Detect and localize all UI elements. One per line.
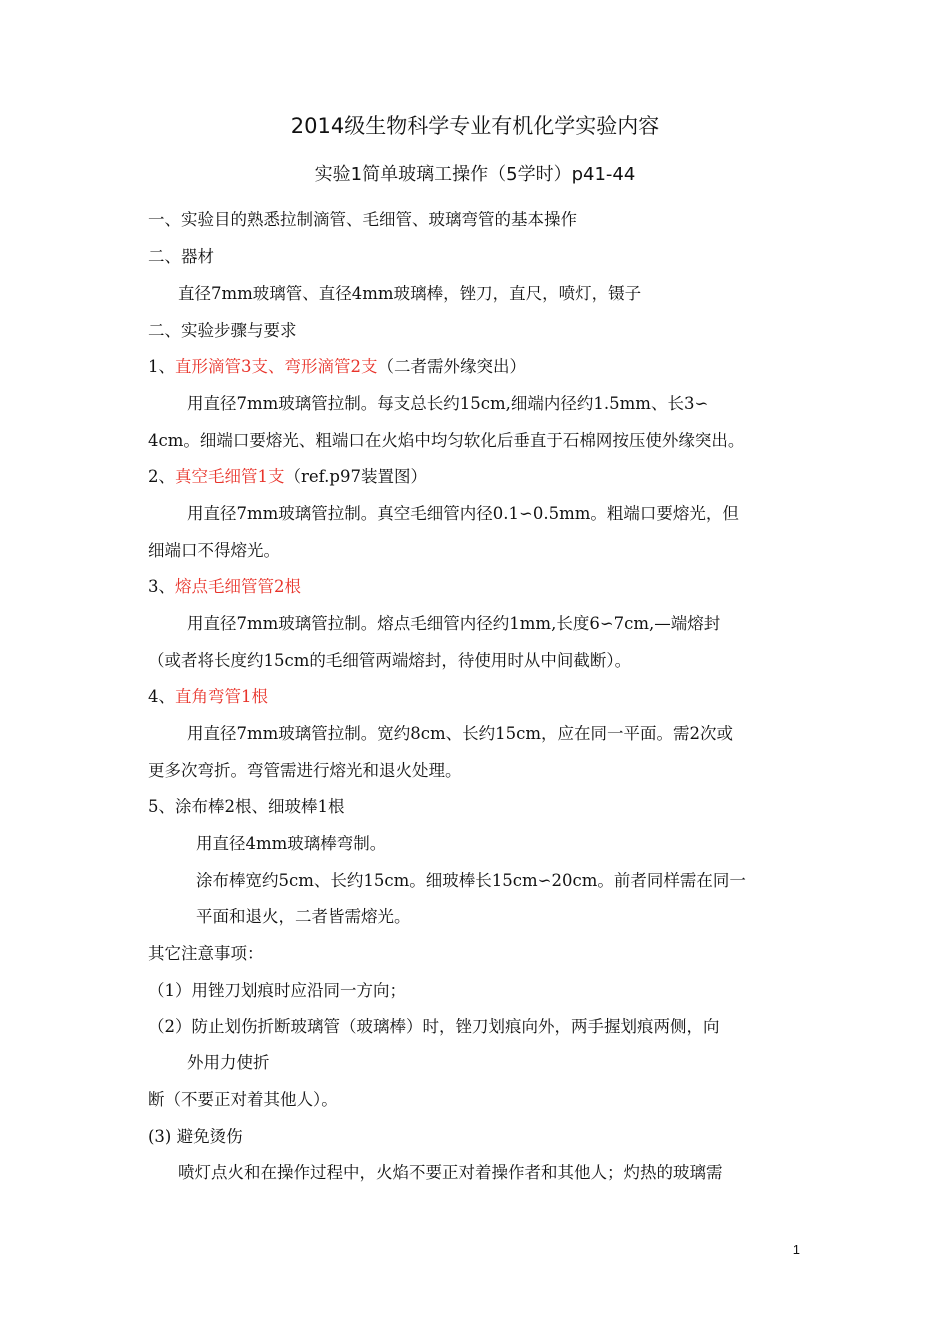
- item-1-number: 1、: [148, 357, 175, 376]
- item-4-highlight: 直角弯管1根: [175, 687, 268, 706]
- item-5-text-line-2: 涂布棒宽约5cm、长约15cm。细玻棒长15cm∽20cm。前者同样需在同一: [196, 871, 746, 890]
- item-4-text-line-1: 用直径7mm玻璃管拉制。宽约8cm、长约15cm，应在同一平面。需2次或: [187, 724, 734, 743]
- item-2-text-line-1: 用直径7mm玻璃管拉制。真空毛细管内径0.1∽0.5mm。粗端口要熔光，但: [187, 504, 739, 523]
- note-2-line-2: 外用力使折: [187, 1053, 270, 1072]
- item-2-highlight: 真空毛细管1支: [175, 467, 285, 486]
- section-objective: 一、实验目的熟悉拉制滴管、毛细管、玻璃弯管的基本操作: [148, 210, 577, 229]
- item-3-highlight: 熔点毛细管管2根: [175, 577, 301, 596]
- note-2-line-1: （2）防止划伤折断玻璃管（玻璃棒）时，锉刀划痕向外，两手握划痕两侧，向: [148, 1017, 720, 1036]
- section-materials-heading: 二、器材: [148, 247, 214, 266]
- section-materials-text: 直径7mm玻璃管、直径4mm玻璃棒，锉刀，直尺，喷灯，镊子: [178, 284, 642, 303]
- page-number: 1: [792, 1242, 800, 1257]
- item-1-text-line-2: 4cm。细端口要熔光、粗端口在火焰中均匀软化后垂直于石棉网按压使外缘突出。: [148, 431, 745, 450]
- item-3-text-line-2: （或者将长度约15cm的毛细管两端熔封，待使用时从中间截断）。: [148, 651, 632, 670]
- item-3-text-line-1: 用直径7mm玻璃管拉制。熔点毛细管内径约1mm,长度6∽7cm,—端熔封: [187, 614, 721, 633]
- note-1: （1）用锉刀划痕时应沿同一方向；: [148, 981, 406, 1000]
- item-5-text-line-3: 平面和退火，二者皆需熔光。: [196, 907, 411, 926]
- item-3-heading: [148, 576, 301, 598]
- item-1-note: （二者需外缘突出）: [377, 357, 526, 376]
- experiment-title: 实验1简单玻璃工操作（5学时）p41-44: [314, 164, 636, 185]
- document-title: 2014级生物科学专业有机化学实验内容: [290, 114, 660, 138]
- item-3-number: 3、: [148, 577, 175, 596]
- section-steps-heading: 二、实验步骤与要求: [148, 321, 297, 340]
- item-1-heading: [148, 356, 526, 378]
- notes-heading: 其它注意事项：: [148, 944, 264, 963]
- item-4-heading: [148, 686, 268, 708]
- item-1-highlight: 直形滴管3支、弯形滴管2支: [175, 357, 378, 376]
- note-2-line-3: 断（不要正对着其他人）。: [148, 1090, 338, 1109]
- item-2-text-line-2: 细端口不得熔光。: [148, 541, 280, 560]
- item-4-text-line-2: 更多次弯折。弯管需进行熔光和退火处理。: [148, 761, 462, 780]
- item-5-text-line-1: 用直径4mm玻璃棒弯制。: [196, 834, 387, 853]
- item-2-note: （ref.p97装置图）: [284, 467, 427, 486]
- item-5-heading: 5、涂布棒2根、细玻棒1根: [148, 797, 345, 816]
- note-3-text: 喷灯点火和在操作过程中，火焰不要正对着操作者和其他人；灼热的玻璃需: [178, 1163, 723, 1182]
- item-2-heading: [148, 466, 427, 488]
- note-3-heading: (3) 避免烫伤: [148, 1127, 243, 1146]
- item-1-text-line-1: 用直径7mm玻璃管拉制。每支总长约15cm,细端内径约1.5mm、长3∽: [187, 394, 709, 413]
- item-2-number: 2、: [148, 467, 175, 486]
- item-4-number: 4、: [148, 687, 175, 706]
